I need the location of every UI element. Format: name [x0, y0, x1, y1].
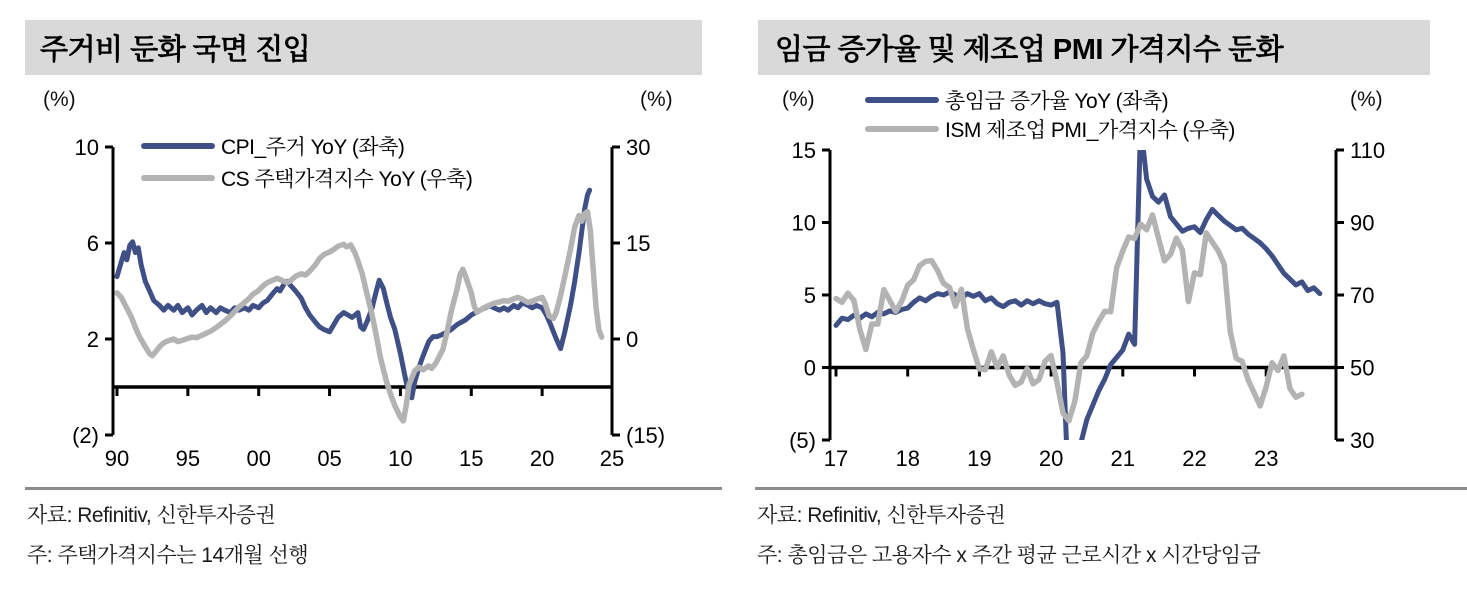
source-text: 자료: Refinitiv, 신한투자증권: [27, 504, 276, 527]
note-text: 주: 총임금은 고용자수 x 주간 평균 근로시간 x 시간당임금: [757, 544, 1261, 567]
right-axis-unit-label: (%): [1350, 88, 1383, 111]
legend-item: [865, 85, 1235, 114]
left-axis-tick-label: 2: [86, 327, 99, 352]
right-axis-tick-label: 70: [1350, 283, 1375, 308]
left-axis-tick-label: 5: [803, 283, 816, 308]
left-axis-unit-label: (%): [43, 88, 76, 111]
note-text: 주: 주택가격지수는 14개월 선행: [27, 544, 309, 567]
legend-label: CPI_주거 YoY (좌축): [221, 136, 405, 159]
x-axis-tick-label: 22: [1182, 446, 1207, 471]
right-axis-tick-label: 30: [626, 135, 651, 160]
left-axis-tick-label: (2): [72, 423, 99, 448]
right-axis-tick-label: 0: [626, 327, 639, 352]
x-axis-tick-label: 20: [1038, 446, 1064, 471]
x-axis-tick-label: 15: [459, 446, 484, 471]
x-axis-tick-label: 18: [895, 446, 920, 471]
legend-item: [865, 114, 1235, 143]
legend-item: [141, 130, 472, 162]
series-line-0: [117, 190, 590, 398]
series-line-1: [836, 215, 1302, 421]
x-axis-tick-label: 17: [823, 446, 849, 471]
x-axis-tick-label: 21: [1110, 446, 1136, 471]
x-axis-tick-label: 10: [388, 446, 413, 471]
legend-label: ISM 제조업 PMI_가격지수 (우축): [945, 118, 1235, 142]
right-axis-tick-label: 110: [1350, 138, 1386, 163]
x-axis-tick-label: 00: [246, 446, 271, 471]
legend-line-swatch-gray: [865, 126, 939, 132]
x-axis-tick-label: 90: [104, 446, 130, 471]
x-axis-tick-label: 05: [317, 446, 342, 471]
chart-title: 주거비 둔화 국면 진입: [40, 34, 311, 66]
x-axis-tick-label: 19: [967, 446, 992, 471]
right-axis-tick-label: 50: [1350, 355, 1375, 381]
legend-item: [141, 162, 472, 194]
right-axis-unit-label: (%): [640, 88, 673, 111]
left-axis-tick-label: 0: [803, 355, 816, 381]
legend-label: 총임금 증가율 YoY (좌축): [945, 89, 1169, 113]
chart-block-housing-cost: [25, 18, 722, 595]
right-axis-tick-label: (15): [626, 423, 666, 448]
right-axis-tick-label: 30: [1350, 428, 1375, 453]
legend-line-swatch-navy: [865, 97, 939, 103]
footer-divider: [755, 487, 1467, 490]
x-axis-tick-label: 95: [175, 446, 201, 471]
left-axis-tick-label: 10: [791, 210, 816, 236]
left-axis-tick-label: 6: [86, 231, 99, 256]
chart-block-wages-pmi: [755, 18, 1467, 595]
x-axis-tick-label: 20: [529, 446, 555, 471]
right-axis-tick-label: 90: [1350, 210, 1375, 236]
chart-title: 임금 증가율 및 제조업 PMI 가격지수 둔화: [775, 34, 1284, 66]
left-axis-tick-label: 15: [791, 138, 816, 163]
legend: [141, 130, 472, 194]
right-axis-tick-label: 15: [626, 231, 651, 256]
legend-label: CS 주택가격지수 YoY (우축): [221, 168, 473, 191]
legend: [865, 85, 1235, 143]
x-axis-tick-label: 23: [1253, 446, 1279, 471]
footer-divider: [25, 487, 722, 490]
source-text: 자료: Refinitiv, 신한투자증권: [757, 504, 1006, 527]
left-axis-unit-label: (%): [782, 88, 815, 111]
legend-line-swatch-navy: [141, 143, 215, 149]
left-axis-tick-label: (5): [789, 428, 816, 453]
left-axis-tick-label: 10: [74, 135, 99, 160]
x-axis-tick-label: 25: [599, 446, 625, 471]
legend-line-swatch-gray: [141, 175, 215, 181]
